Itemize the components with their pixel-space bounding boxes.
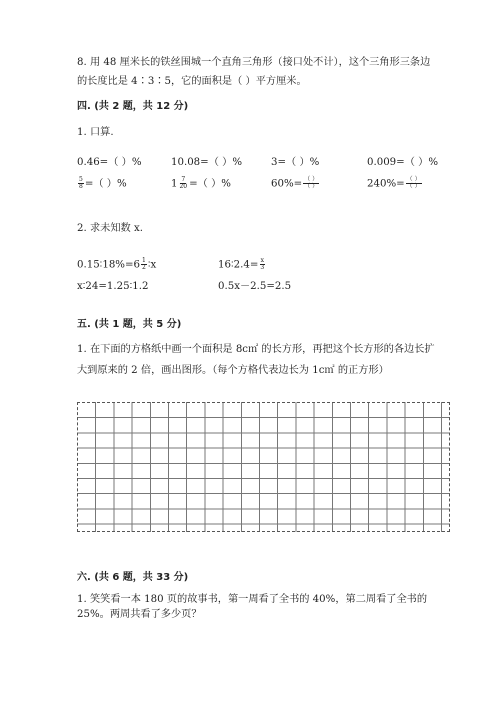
- equation-2: [218, 258, 266, 272]
- expression-left: 240%=: [367, 178, 405, 190]
- fraction-denominator: （ ）: [304, 183, 319, 190]
- expression-rest: =（ ）%: [84, 178, 127, 190]
- fraction-blank: [406, 177, 422, 190]
- solve-x-title: 2. 求未知数 x.: [77, 223, 143, 234]
- mental-math-item-6: [171, 177, 231, 191]
- fraction-denominator: 2: [142, 264, 146, 271]
- equation-4: 0.5x－2.5=2.5: [218, 281, 292, 292]
- mental-math-item-2: 10.08=（ ）%: [171, 157, 242, 168]
- mental-math-item-8: [367, 177, 423, 191]
- expression-left: 60%=: [271, 178, 303, 190]
- mental-math-item-1: 0.46=（ ）%: [77, 157, 142, 168]
- fraction-numerator: 7: [181, 176, 186, 183]
- section-4-heading: 四. (共 2 题，共 12 分): [77, 101, 189, 112]
- mental-math-title: 1. 口算.: [77, 127, 114, 138]
- fraction-numerator: 1: [142, 257, 146, 264]
- fraction-numerator: （ ）: [304, 176, 319, 183]
- fraction-blank: [303, 177, 319, 190]
- expression-rest: =（ ）%: [189, 178, 231, 190]
- equation-left: 0.15∶18%=6: [77, 259, 140, 271]
- section-6-line2: 25%。两周共看了多少页？: [77, 609, 202, 620]
- mental-math-item-7: [271, 177, 320, 191]
- mental-math-item-3: 3=（ ）%: [271, 157, 320, 168]
- section-6-heading: 六. (共 6 题，共 33 分): [77, 572, 189, 583]
- fraction: [78, 177, 84, 190]
- fraction-numerator: （ ）: [406, 176, 421, 183]
- fraction-numerator: 5: [79, 176, 83, 183]
- fraction-denominator: 3: [260, 264, 265, 271]
- mental-math-item-4: 0.009=（ ）%: [367, 157, 438, 168]
- section-5-line1: 1. 在下面的方格纸中画一个面积是 8c㎡ 的长方形，再把这个长方形的各边长扩: [77, 344, 435, 355]
- fraction-denominator: 8: [79, 183, 83, 190]
- fraction-numerator: x: [260, 257, 264, 264]
- equation-left: 16∶2.4=: [218, 259, 259, 271]
- section-6-line1: 1. 笑笑看一本 180 页的故事书，第一周看了全书的 40%，第二周看了全书的: [77, 594, 428, 605]
- fraction-denominator: 20: [179, 183, 188, 190]
- section-5-line2: 大到原来的 2 倍，画出图形。（每个方格代表边长为 1c㎡ 的正方形）: [77, 365, 389, 376]
- question-8-line2: 的长度比是 4∶3∶5，它的面积是（ ）平方厘米。: [77, 76, 307, 87]
- graph-paper-grid[interactable]: [77, 402, 450, 532]
- fraction-denominator: （ ）: [406, 183, 421, 190]
- mixed-whole: 1: [171, 178, 178, 190]
- equation-right: ∶x: [147, 259, 157, 271]
- fraction: [178, 177, 188, 190]
- section-5-heading: 五. (共 1 题，共 5 分): [77, 319, 182, 330]
- equation-1: [77, 258, 156, 272]
- question-8-line1: 8. 用 48 厘米长的铁丝围城一个直角三角形（接口处不计），这个三角形三条边: [77, 57, 431, 68]
- fraction: [141, 258, 147, 271]
- fraction: [259, 258, 265, 271]
- equation-3: x∶24=1.25∶1.2: [77, 281, 149, 292]
- mental-math-item-5: [77, 177, 127, 191]
